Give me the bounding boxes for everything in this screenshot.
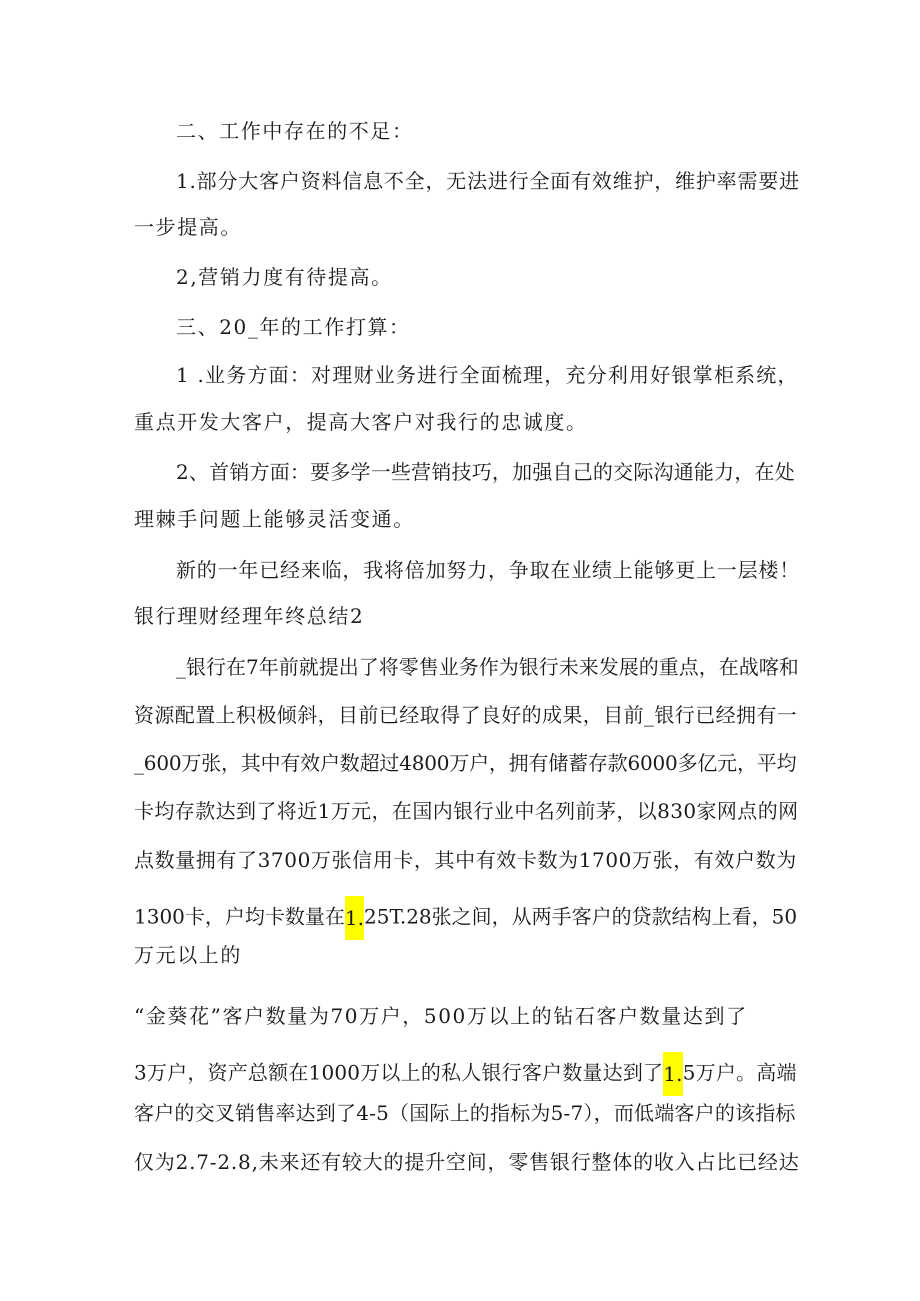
paragraph-line: 一步提高。 [134,215,242,239]
paragraph-line: 客户的交叉销售率达到了4-5（国际上的指标为5-7），而低端客户的该指标 [134,1101,796,1125]
highlighted-text: 1. [663,1052,682,1096]
document-title: 银行理财经理年终总结2 [134,604,365,628]
paragraph-line: 万元以上的 [134,943,242,967]
paragraph-line: _600万张，其中有效户数超过4800万户，拥有储蓄存款6000多亿元，平均 [134,751,797,775]
paragraph-line: 2、首销方面：要多学一些营销技巧，加强自己的交际沟通能力，在处 [176,460,795,484]
paragraph-line [134,896,797,940]
paragraph-line: “金葵花”客户数量为70万户，500万以上的钻石客户数量达到了 [134,1004,748,1028]
paragraph-line: 仅为2.7-2.8,未来还有较大的提升空间，零售银行整体的收入占比已经达 [134,1150,800,1174]
paragraph-line: 1 .业务方面：对理财业务进行全面梳理，充分利用好银掌柜系统， [176,363,799,387]
text-segment: 3万户，资产总额在1000万以上的私人银行客户数量达到了 [134,1060,664,1085]
paragraph-line: 卡均存款达到了将近1万元，在国内银行业中名列前茅，以830家网点的网 [134,799,799,823]
text-segment: 5万户。高端 [682,1060,797,1085]
highlighted-text: 1. [345,896,364,940]
paragraph-line: 理棘手问题上能够灵活变通。 [134,507,415,531]
paragraph-line: 资源配置上积极倾斜，目前已经取得了良好的成果，目前_银行已经拥有一 [134,703,798,727]
section-heading-shortcomings: 二、工作中存在的不足： [176,119,414,143]
paragraph-line: 1.部分大客户资料信息不全，无法进行全面有效维护，维护率需要进 [176,169,800,193]
paragraph-line: 新的一年已经来临，我将倍加努力，争取在业绩上能够更上一层楼！ [176,558,800,582]
paragraph-line: 2,营销力度有待提高。 [176,265,393,289]
text-segment: 25T.28张之间，从两手客户的贷款结构上看，50 [364,904,798,929]
paragraph-line [134,1052,797,1096]
paragraph-line: _银行在7年前就提出了将零售业务作为银行未来发展的重点，在战喀和 [176,655,799,679]
paragraph-line: 重点开发大客户，提高大客户对我行的忠诚度。 [134,410,588,434]
text-segment: 1300卡，户均卡数量在 [134,904,345,929]
section-heading-plans: 三、20_年的工作打算： [176,315,411,339]
paragraph-line: 点数量拥有了3700万张信用卡，其中有效卡数为1700万张，有效户数为 [134,848,797,872]
